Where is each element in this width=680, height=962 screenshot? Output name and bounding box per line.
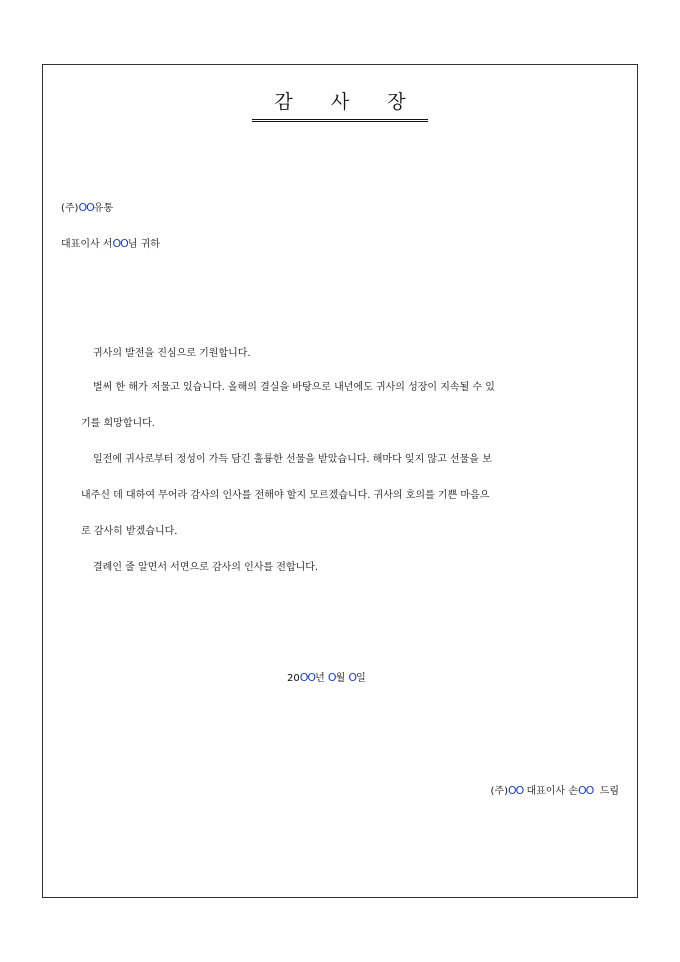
date-year-prefix: 20	[287, 673, 300, 684]
signature-company-mark: OO	[507, 784, 524, 797]
document-title: 감 사 장	[252, 89, 427, 122]
body-paragraph-4: 결례인 줄 알면서 서면으로 감사의 인사를 전합니다.	[93, 562, 319, 573]
recipient-company-mark: OO	[78, 201, 94, 214]
recipient-company-prefix: (주)	[61, 203, 79, 214]
recipient-company-suffix: 유통	[93, 203, 114, 214]
signature-prefix: (주)	[490, 786, 508, 797]
body-paragraph-2-line-2: 기를 희망합니다.	[81, 418, 155, 429]
title-area	[43, 89, 637, 122]
signature-name-mark: OO	[577, 784, 594, 797]
body-paragraph-3-line-2: 내주신 데 대하여 무어라 감사의 인사를 전해야 할지 모르겠습니다. 귀사의 호의를 기쁜 마음으	[81, 490, 490, 501]
date-year-suffix: 년	[315, 673, 328, 684]
date-day-mark: O	[348, 671, 357, 684]
signature	[491, 784, 619, 799]
document-date	[287, 671, 366, 686]
date-day-suffix: 일	[356, 673, 366, 684]
recipient-person-mark: OO	[112, 237, 128, 250]
signature-suffix: 드림	[593, 786, 619, 797]
date-month-mark: O	[327, 671, 336, 684]
date-month-suffix: 월	[335, 673, 349, 684]
date-year-mark: OO	[299, 671, 316, 684]
document-frame	[42, 64, 638, 898]
body-paragraph-1: 귀사의 발전을 진심으로 기원합니다.	[93, 348, 251, 359]
body-paragraph-2-line-1: 벌써 한 해가 저물고 있습니다. 올해의 결실을 바탕으로 내년에도 귀사의 성장이 지속될 수 있	[93, 382, 495, 393]
recipient-person-prefix: 대표이사 서	[61, 239, 113, 250]
body-paragraph-3-line-3: 로 감사히 받겠습니다.	[81, 526, 178, 537]
body-paragraph-3-line-1: 일전에 귀사로부터 정성이 가득 담긴 훌륭한 선물을 받았습니다. 해마다 잊지 않고 선물을 보	[93, 454, 492, 465]
signature-middle: 대표이사 손	[523, 786, 578, 797]
recipient-company	[61, 201, 113, 216]
recipient-person-suffix: 님 귀하	[127, 239, 160, 250]
recipient-person	[61, 237, 160, 252]
